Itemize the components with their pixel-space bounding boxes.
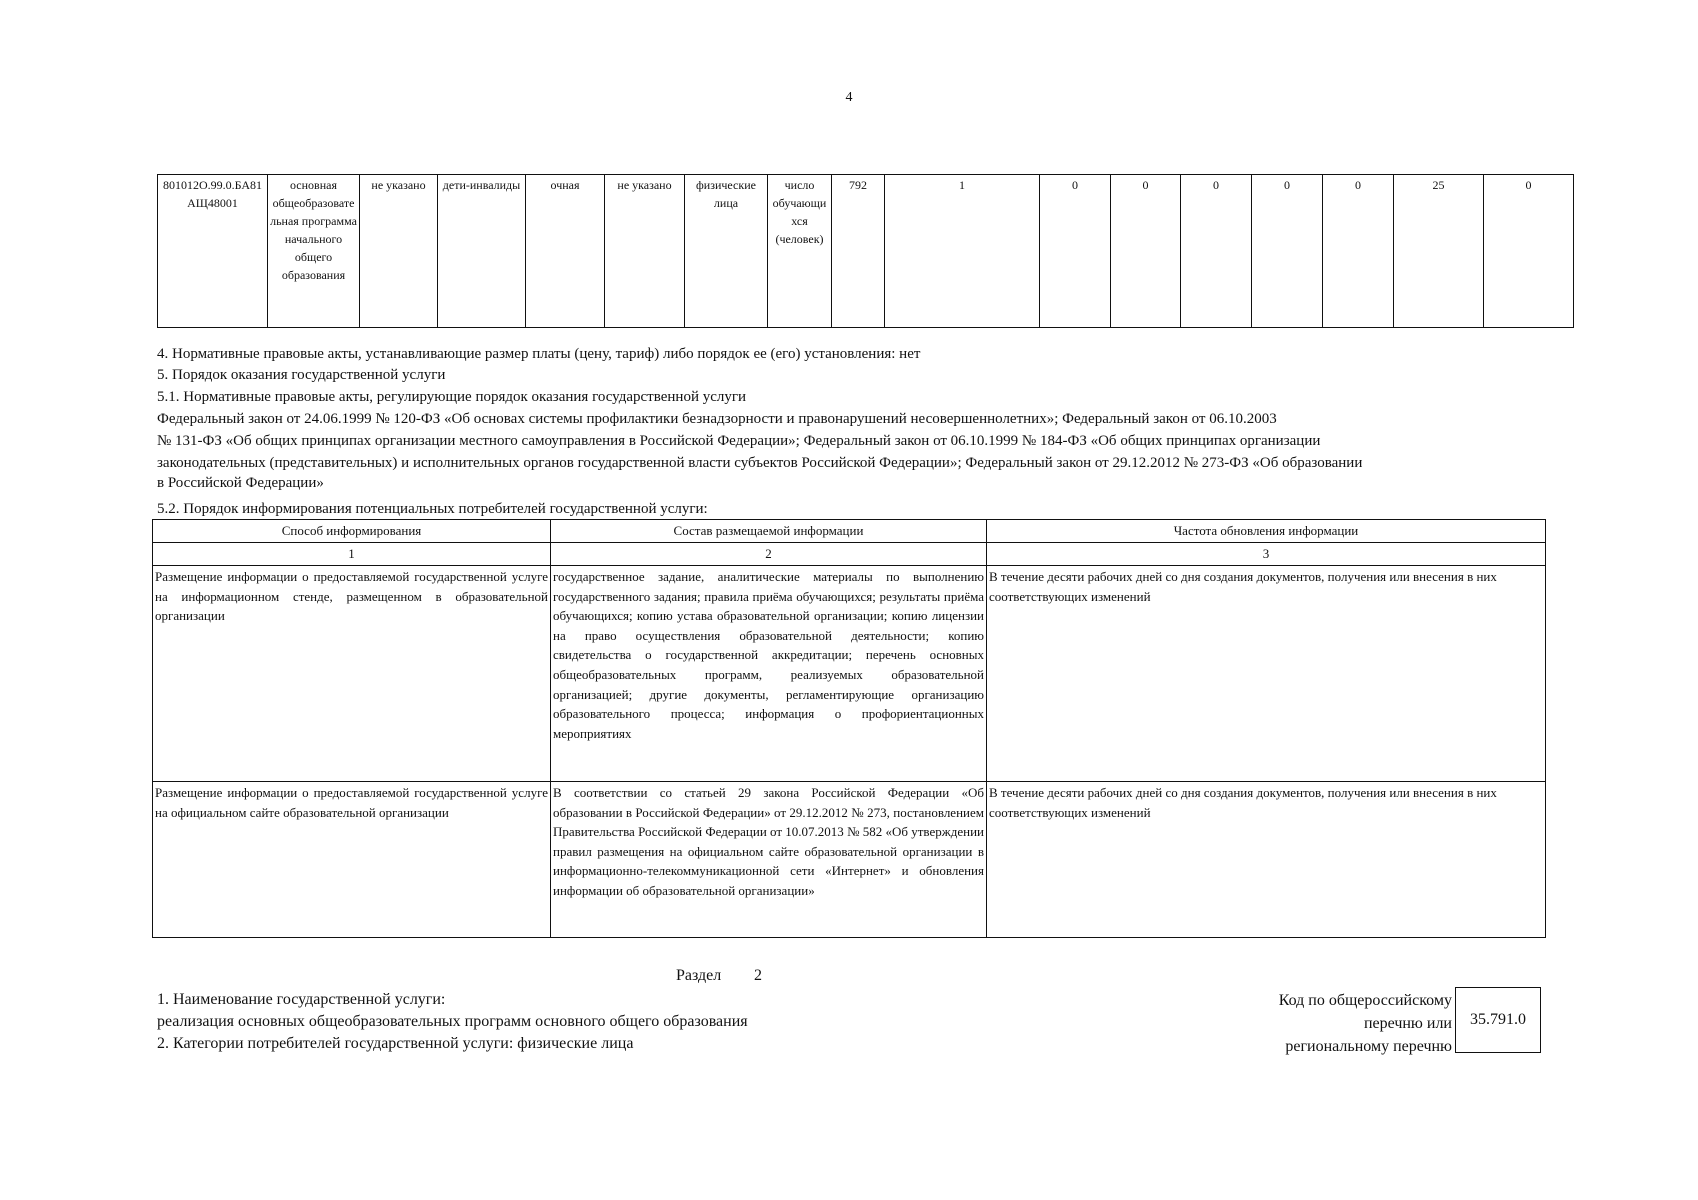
paragraph-5-2: 5.2. Порядок информирования потенциальных потребителей государственной услуги: <box>157 501 708 517</box>
service-code-box: 35.791.0 <box>1455 987 1541 1053</box>
informing-table <box>152 519 1546 938</box>
column-number: 3 <box>987 543 1546 566</box>
table-row <box>153 566 1546 782</box>
value-cell: 1 <box>885 175 1040 328</box>
table-row <box>158 175 1574 328</box>
laws-line-1: Федеральный закон от 24.06.1999 № 120-ФЗ «Об основах системы профилактики безнадзорности и правонарушений несовершеннолетних»; Федеральный закон от 06.10.2003 <box>157 411 1277 427</box>
frequency-cell: В течение десяти рабочих дней со дня создания документов, получения или внесения в них соответствующих изменений <box>987 566 1546 782</box>
paragraph-5: 5. Порядок оказания государственной услуги <box>157 367 446 383</box>
table-row <box>153 782 1546 938</box>
program-cell: основная общеобразовательная программа начального общего образования <box>268 175 360 328</box>
unit-code-cell: 792 <box>832 175 885 328</box>
column-header: Состав размещаемой информации <box>551 520 987 543</box>
value-cell: 0 <box>1252 175 1323 328</box>
column-header: Частота обновления информации <box>987 520 1546 543</box>
laws-line-3: законодательных (представительных) и исполнительных органов государственной власти субъектов Российской Федерации»; Федеральный закон от 29.12.2012 № 273-ФЗ «Об образовании <box>157 455 1363 471</box>
value-cell: 0 <box>1181 175 1252 328</box>
column-number-row <box>153 543 1546 566</box>
value-cell: 0 <box>1111 175 1181 328</box>
section-number: 2 <box>754 967 762 984</box>
code-label-line-1: Код по общероссийскому <box>1278 992 1452 1009</box>
service-volume-table <box>157 174 1574 328</box>
section-word: Раздел <box>676 967 722 984</box>
column-number: 1 <box>153 543 551 566</box>
value-cell: 0 <box>1323 175 1394 328</box>
method-cell: Размещение информации о предоставляемой государственной услуге на информационном стенде, размещенном в образовательной организации <box>153 566 551 782</box>
consumer-cell: физические лица <box>685 175 768 328</box>
content-cell: государственное задание, аналитические материалы по выполнению государственного задания; правила приёма обучающихся; результаты приёма обучающихся; копию устава образовательной организации; копию лицензии на право осуществления образовательной деятельности; копию свидетельства о государственной аккредитации; перечень основных общеобразовательных программ, реализуемых образовательной организацией; другие документы, регламентирующие организацию образовательного процесса; информация о профориентационных мероприятиях <box>551 566 987 782</box>
table-header-row <box>153 520 1546 543</box>
code-label-line-2: перечню или <box>1363 1015 1452 1032</box>
form-cell: очная <box>526 175 605 328</box>
frequency-cell: В течение десяти рабочих дней со дня создания документов, получения или внесения в них соответствующих изменений <box>987 782 1546 938</box>
value-cell: 0 <box>1040 175 1111 328</box>
service-name-value: реализация основных общеобразовательных программ основного общего образования <box>157 1013 748 1030</box>
consumer-categories: 2. Категории потребителей государственной услуги: физические лица <box>157 1035 634 1052</box>
page-number: 4 <box>845 90 853 105</box>
laws-line-4: в Российской Федерации» <box>157 475 324 491</box>
method-cell: Размещение информации о предоставляемой государственной услуге на официальном сайте образовательной организации <box>153 782 551 938</box>
registry-number-cell: 801012О.99.0.БА81АЩ48001 <box>158 175 268 328</box>
table-cell: не указано <box>605 175 685 328</box>
service-name-label: 1. Наименование государственной услуги: <box>157 991 446 1008</box>
consumer-category-cell: дети-инвалиды <box>438 175 526 328</box>
laws-line-2: № 131-ФЗ «Об общих принципах организации местного самоуправления в Российской Федерации»; Федеральный закон от 06.10.1999 № 184-ФЗ «Об общих принципах организации <box>157 433 1321 449</box>
table-cell: не указано <box>360 175 438 328</box>
paragraph-4: 4. Нормативные правовые акты, устанавливающие размер платы (цену, тариф) либо порядок ее (его) установления: нет <box>157 346 921 362</box>
content-cell: В соответствии со статьей 29 закона Российской Федерации «Об образовании в Российской Федерации» от 29.12.2012 № 273, постановлением Правительства Российской Федерации от 10.07.2013 № 582 «Об утверждении правил размещения на официальном сайте образовательной организации в информационно-телекоммуникационной сети «Интернет» и обновления информации об образовательной организации» <box>551 782 987 938</box>
paragraph-5-1: 5.1. Нормативные правовые акты, регулирующие порядок оказания государственной услуги <box>157 389 747 405</box>
column-number: 2 <box>551 543 987 566</box>
value-cell: 25 <box>1394 175 1484 328</box>
indicator-cell: число обучающихся (человек) <box>768 175 832 328</box>
column-header: Способ информирования <box>153 520 551 543</box>
value-cell: 0 <box>1484 175 1574 328</box>
code-label-line-3: региональному перечню <box>1285 1038 1452 1055</box>
